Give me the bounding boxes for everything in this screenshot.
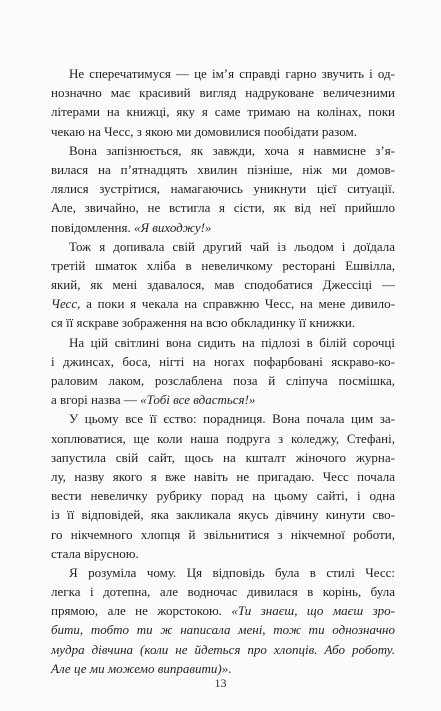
text-segment: Тож я допивала свій другий чай із льодом і доїдала	[69, 238, 395, 254]
text-segment: із її відповідей, яка закликала якусь дівчину кинути сво-	[51, 507, 395, 523]
text-line	[51, 544, 395, 563]
body-text	[51, 64, 395, 678]
text-line	[51, 218, 395, 237]
italic-text: «Тобі все вдасться!»	[140, 392, 256, 408]
text-segment: Я розуміла чому. Ця відповідь була в стилі Чесс:	[69, 564, 395, 580]
italic-text: «Ти знаєш, що маєш зро-	[231, 603, 395, 619]
text-segment: лялися зустрітися, намагаючись уникнути цієї ситуації.	[51, 181, 395, 197]
text-line	[51, 275, 395, 294]
text-segment: Але, звичайно, не встигла я сісти, як від неї прийшло	[51, 200, 395, 216]
text-line	[51, 179, 395, 198]
text-segment: хоплюватися, ще коли наша подруга з коледжу, Стефані,	[51, 430, 395, 446]
text-segment: прямою, але не жорстокою.	[51, 603, 232, 619]
text-line	[51, 294, 395, 313]
text-line	[51, 313, 395, 332]
text-segment: чекаю на Чесс, з якою ми домовилися пообідати разом.	[51, 123, 357, 139]
text-segment: літерами на книжці, яку я саме тримаю на колінах, поки	[51, 104, 395, 120]
text-line	[51, 102, 395, 121]
text-segment: вилася на п’ятнадцять хвилин пізніше, ніж ми домов-	[51, 161, 395, 177]
italic-text: Чесс	[51, 296, 78, 312]
text-segment: Вона запізнюється, як завжди, хоча я навмисне з’я-	[69, 142, 395, 158]
text-line	[51, 256, 395, 275]
text-line	[51, 198, 395, 217]
text-segment: а вгорі назва —	[51, 392, 141, 408]
text-line	[51, 448, 395, 467]
text-line	[51, 237, 395, 256]
text-segment: вести невеличку рубрику порад на цьому сайті, і одна	[51, 488, 395, 504]
text-segment: повідомлення.	[51, 219, 134, 235]
text-segment: На цій світлині вона сидить на підлозі в білій сорочці	[69, 334, 395, 350]
text-segment: нозначно має красивий вигляд надруковане величезними	[51, 85, 395, 101]
text-line	[51, 64, 395, 83]
text-line	[51, 122, 395, 141]
italic-text: «Я виходжу!»	[133, 219, 212, 235]
text-line	[51, 160, 395, 179]
text-line	[51, 409, 395, 428]
text-segment: , а поки я чекала на справжню Чесс, на мене дивило-	[77, 296, 395, 312]
text-line	[51, 505, 395, 524]
text-line	[51, 141, 395, 160]
text-line	[51, 601, 395, 620]
text-segment: го нікчемного хлопця й звільнитися з нікчемної роботи,	[51, 526, 395, 542]
italic-text: бити, тобто ти ж написала мені, тож ти однозначно	[51, 622, 395, 638]
text-segment: запустила свій сайт, щось на кшталт жіночого журна-	[51, 449, 395, 465]
text-line	[51, 563, 395, 582]
text-line	[51, 525, 395, 544]
text-segment: і джинсах, боса, нігті на ногах пофарбовані яскраво-ко-	[51, 353, 395, 369]
italic-text: мудра дівчина (коли не йдеться про хлопців. Або роботу.	[51, 641, 395, 657]
text-line	[51, 390, 395, 409]
italic-text: Але це ми можемо виправити)»	[51, 660, 229, 676]
text-segment: лу, назву якого я вже навіть не пригадаю. Чесс почала	[51, 468, 395, 484]
text-line	[51, 620, 395, 639]
text-segment: .	[228, 660, 232, 676]
text-line	[51, 486, 395, 505]
text-line	[51, 640, 395, 659]
text-segment: легка і дотепна, але водночас дивилася в корінь, була	[51, 584, 395, 600]
text-line	[51, 333, 395, 352]
text-segment: третій шматок хліба в невеличкому ресторані Ешвілла,	[51, 257, 395, 273]
page-number: 13	[214, 676, 227, 690]
text-segment: Не сперечатимуся — це ім’я справді гарно звучить і од-	[69, 66, 395, 81]
text-line	[51, 371, 395, 390]
text-line	[51, 429, 395, 448]
text-line	[51, 582, 395, 601]
text-line	[51, 467, 395, 486]
text-segment: який, як мені здавалося, мав сподобатися Джессіці —	[51, 277, 395, 293]
text-segment: ся її яскраве зображення на всю обкладинку її книжки.	[51, 315, 356, 331]
text-line	[51, 352, 395, 371]
text-segment: раловим лаком, розслаблена поза й сліпуча посмішка,	[51, 373, 395, 388]
text-segment: стала вірусною.	[51, 545, 139, 561]
text-line	[51, 83, 395, 102]
text-segment: У цьому все її єство: порадниця. Вона почала цим за-	[69, 411, 395, 427]
